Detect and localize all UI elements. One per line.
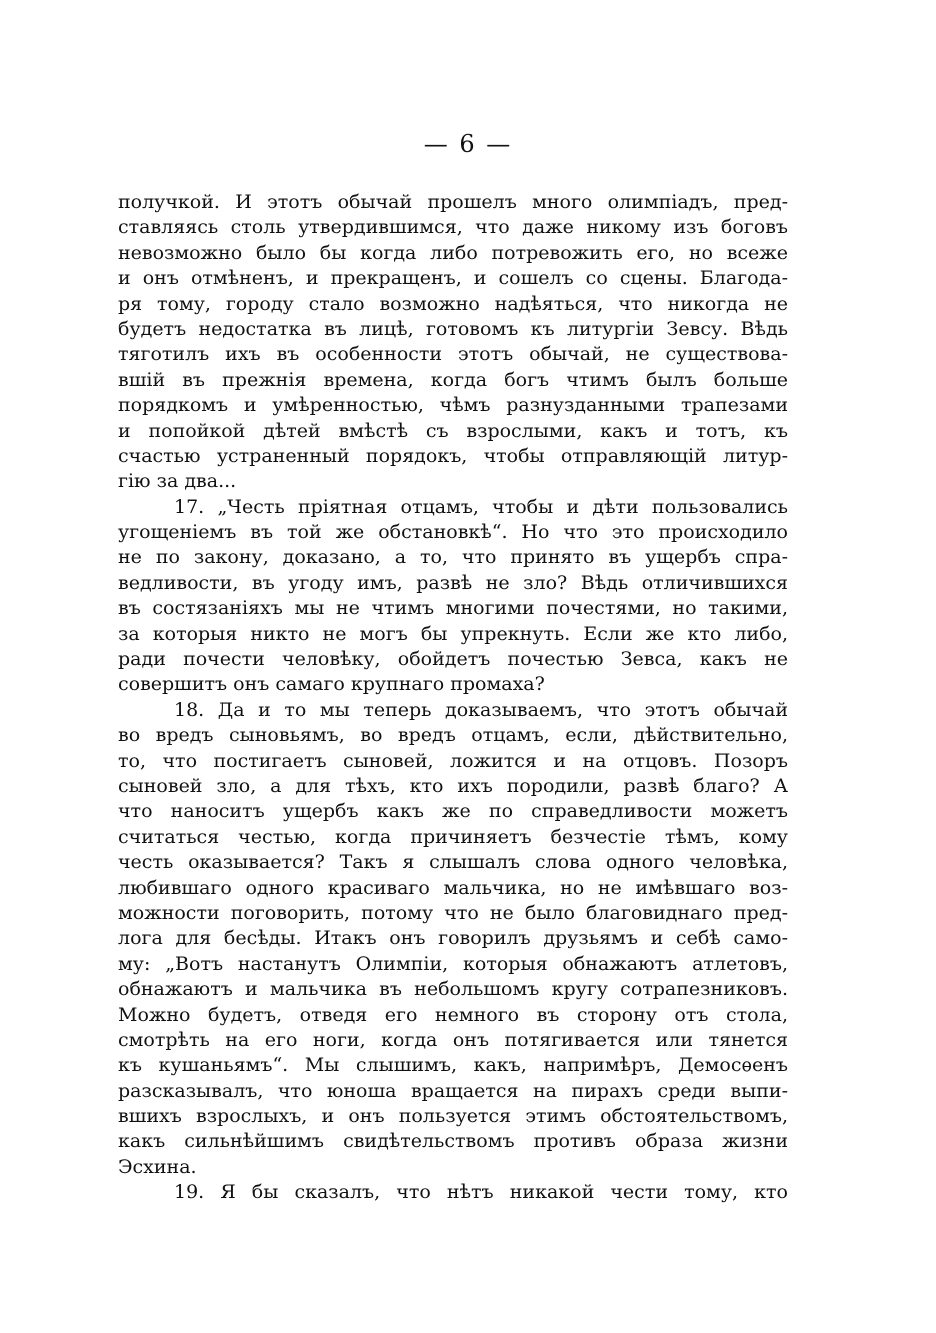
text-line: то, что постигаетъ сыновей, ложится и на отцовъ. Позоръ [118,749,788,772]
text-line: счастью устраненный порядокъ, чтобы отправляющiй литур- [118,444,788,467]
text-line: ради почести человѣку, обойдетъ почестью Зевса, какъ не [118,648,788,671]
text-line: Можно будетъ, отведя его немного въ сторону отъ стола, [118,1003,788,1026]
text-line: совершитъ онъ самаго крупнаго промаха? [118,673,545,696]
text-line: невозможно было бы когда либо потревожить его, но всеже [118,241,788,264]
page-number: — 6 — [423,130,513,158]
text-line: какъ сильнѣйшимъ свидѣтельствомъ противъ образа жизни [118,1130,788,1153]
body-text [118,190,788,1206]
text-line: тяготилъ ихъ въ особенности этотъ обычай, не существова- [118,343,788,366]
text-line: что наноситъ ущербъ какъ же по справедливости можетъ [118,800,788,823]
text-line: за которыя никто не могъ бы упрекнуть. Если же кто либо, [118,622,788,645]
text-line: Эсхина. [118,1155,197,1178]
text-line: къ кушаньямъ“. Мы слышимъ, какъ, напримѣръ, Демосѳенъ [118,1054,788,1077]
text-line: въ состязанiяхъ мы не чтимъ многими почестями, но такими, [118,597,788,620]
text-line: обнажаютъ и мальчика въ небольшомъ кругу сотрапезниковъ. [118,978,788,1001]
text-line: лога для бесѣды. Итакъ онъ говорилъ друзьямъ и себѣ само- [118,927,788,950]
text-line: 19. Я бы сказалъ, что нѣтъ никакой чести тому, кто [174,1181,788,1204]
text-line: 17. „Честь прiятная отцамъ, чтобы и дѣти пользовались [174,495,788,518]
text-line: му: „Вотъ настанутъ Олимпiи, которыя обнажаютъ атлетовъ, [118,952,788,975]
text-line: гiю за два... [118,470,237,493]
text-line: честь оказывается? Такъ я слышалъ слова одного человѣка, [118,851,788,874]
text-line: и попойкой дѣтей вмѣстѣ съ взрослыми, какъ и тотъ, къ [118,419,788,442]
text-line: считаться честью, когда причиняетъ безчестiе тѣмъ, кому [118,825,788,848]
text-line: будетъ недостатка въ лицѣ, готовомъ къ литургiи Зевсу. Вѣдь [118,317,788,340]
text-line: не по закону, доказано, а то, что принято въ ущербъ спра- [118,546,788,569]
text-line: смотрѣть на его ноги, когда онъ потягивается или тянется [118,1028,788,1051]
text-line: во вредъ сыновьямъ, во вредъ отцамъ, если, дѣйствительно, [118,724,788,747]
text-line: вшiй въ прежнiя времена, когда богъ чтимъ былъ больше [118,368,788,391]
text-line: ря тому, городу стало возможно надѣяться, что никогда не [118,292,788,315]
text-line: любившаго одного красиваго мальчика, но не имѣвшаго воз- [118,876,788,899]
text-line: получкой. И этотъ обычай прошелъ много олимпiадъ, пред- [118,191,788,213]
text-line: порядкомъ и умѣренностью, чѣмъ разнузданными трапезами [118,394,788,417]
text-line: и онъ отмѣненъ, и прекращенъ, и сошелъ со сцены. Благода- [118,267,788,290]
text-line: можности поговорить, потому что не было благовиднаго пред- [118,901,788,924]
text-line: угощенiемъ въ той же обстановкѣ“. Но что это происходило [118,521,788,544]
text-line: 18. Да и то мы теперь доказываемъ, что этотъ обычай [174,698,788,721]
text-line: ставляясь столь утвердившимся, что даже никому изъ боговъ [118,216,788,239]
text-line: разсказывалъ, что юноша вращается на пирахъ среди выпи- [118,1079,788,1102]
text-line: ведливости, въ угоду имъ, развѣ не зло? Вѣдь отличившихся [118,571,788,594]
text-line: сыновей зло, а для тѣхъ, кто ихъ породили, развѣ благо? А [118,774,788,797]
text-line: вшихъ взрослыхъ, и онъ пользуется этимъ обстоятельствомъ, [118,1105,788,1128]
